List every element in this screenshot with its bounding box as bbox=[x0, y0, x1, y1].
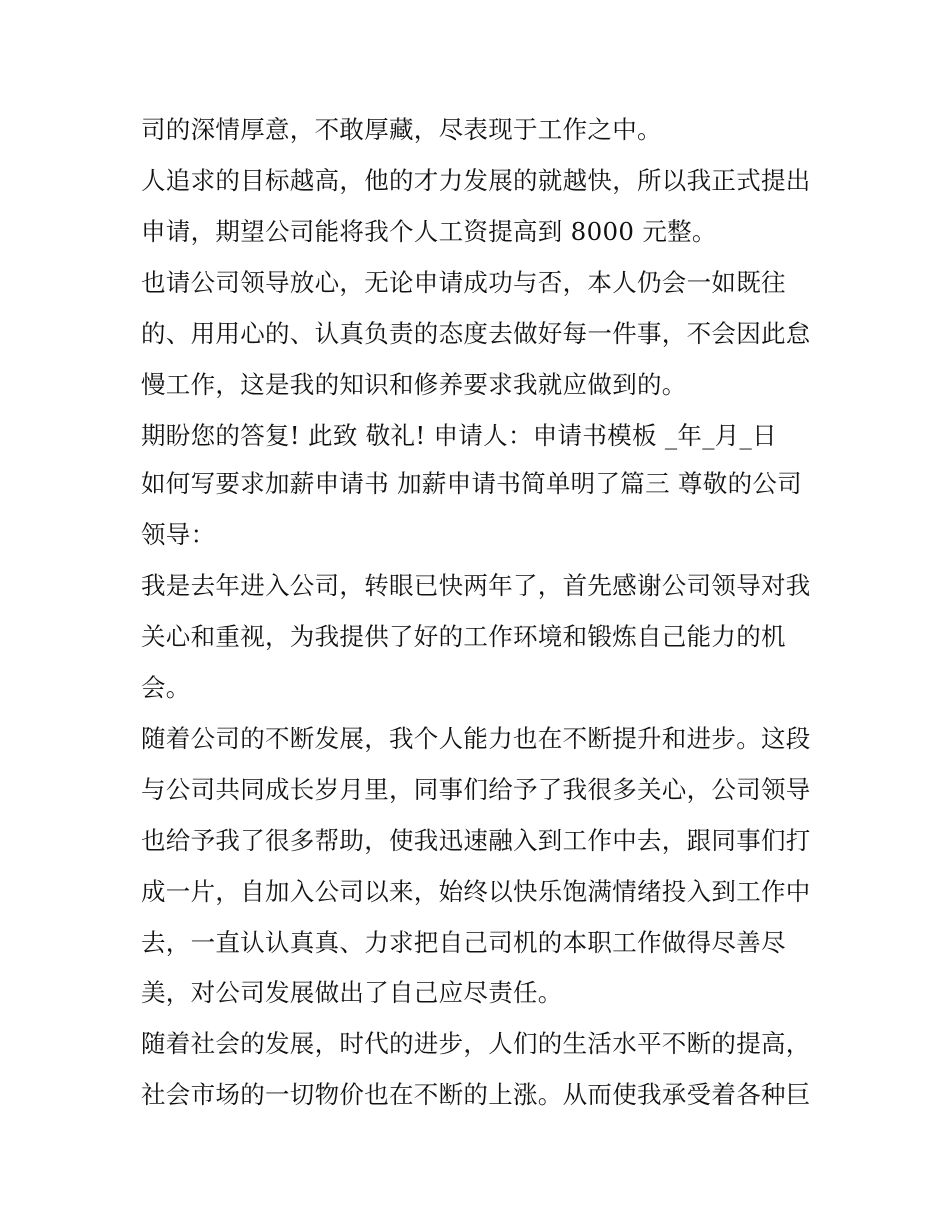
text-line: 如何写要求加薪申请书 加薪申请书简单明了篇三 尊敬的公司 bbox=[141, 469, 802, 498]
text-line: 领导： bbox=[141, 520, 216, 549]
text-line: 的、用用心的、认真负责的态度去做好每一件事，不会因此怠 bbox=[141, 319, 811, 348]
text-line: 社会市场的一切物价也在不断的上涨。从而使我承受着各种巨 bbox=[141, 1080, 811, 1109]
text-line: 申请，期望公司能将我个人工资提高到 8000 元整。 bbox=[141, 217, 717, 246]
text-line: 美，对公司发展做出了自己应尽责任。 bbox=[141, 978, 563, 1007]
text-line: 与公司共同成长岁月里，同事们给予了我很多关心，公司领导 bbox=[141, 775, 811, 804]
text-line: 人追求的目标越高，他的才力发展的就越快，所以我正式提出 bbox=[141, 166, 811, 195]
text-line: 随着社会的发展，时代的进步，人们的生活水平不断的提高， bbox=[141, 1029, 811, 1058]
text-line: 期盼您的答复! 此致 敬礼! 申请人：申请书模板 _年_月_日 bbox=[141, 421, 777, 450]
text-line: 成一片，自加入公司以来，始终以快乐饱满情绪投入到工作中 bbox=[141, 877, 811, 906]
text-line: 也请公司领导放心，无论申请成功与否，本人仍会一如既往 bbox=[141, 268, 786, 297]
text-line: 司的深情厚意，不敢厚藏，尽表现于工作之中。 bbox=[141, 115, 662, 144]
text-line: 去，一直认认真真、力求把自己司机的本职工作做得尽善尽 bbox=[141, 928, 786, 957]
text-line: 关心和重视，为我提供了好的工作环境和锻炼自己能力的机 bbox=[141, 622, 786, 651]
text-line: 随着公司的不断发展，我个人能力也在不断提升和进步。这段 bbox=[141, 724, 811, 753]
text-line: 我是去年进入公司，转眼已快两年了，首先感谢公司领导对我 bbox=[141, 571, 811, 600]
text-line: 会。 bbox=[141, 673, 191, 702]
text-line: 也给予我了很多帮助，使我迅速融入到工作中去，跟同事们打 bbox=[141, 826, 811, 855]
text-line: 慢工作，这是我的知识和修养要求我就应做到的。 bbox=[141, 370, 687, 399]
